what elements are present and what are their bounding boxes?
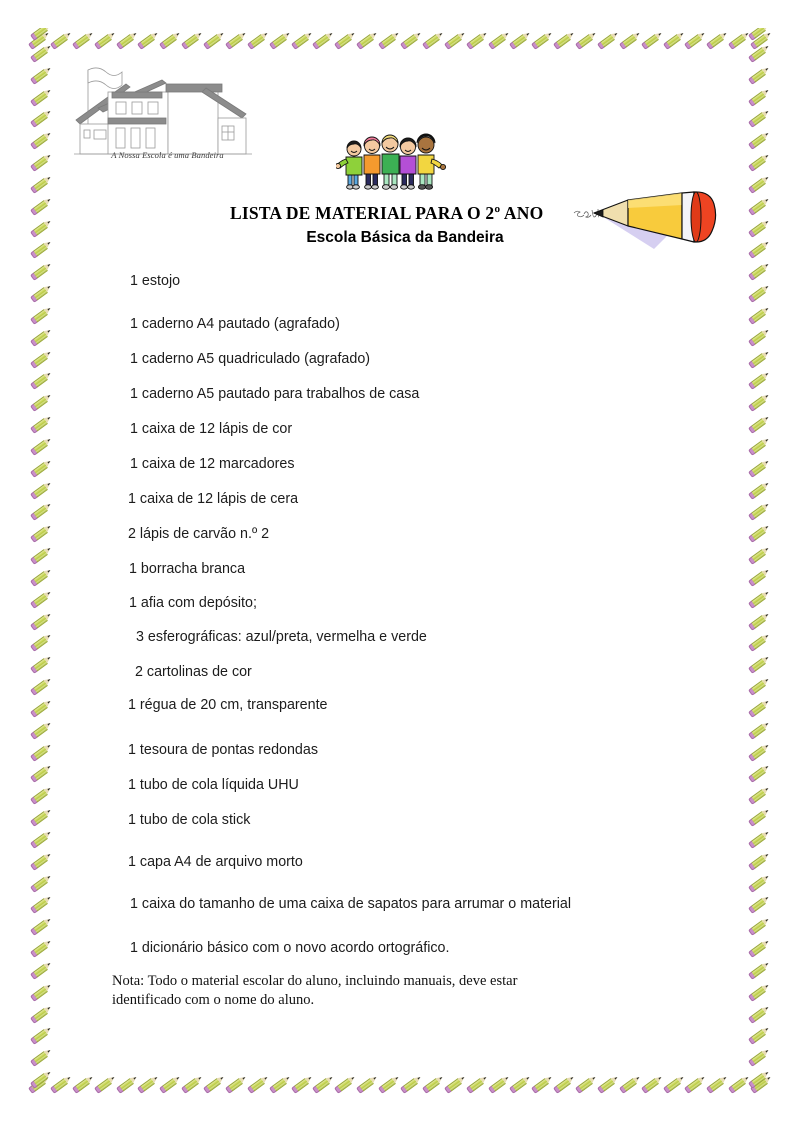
border-pencil-icon (30, 44, 52, 63)
decorative-border-right (746, 28, 772, 1098)
border-pencil-icon (225, 31, 247, 50)
border-pencil-icon (30, 153, 52, 172)
border-pencil-icon (30, 830, 52, 849)
border-pencil-icon (30, 896, 52, 915)
border-pencil-icon (30, 241, 52, 260)
border-pencil-icon (748, 1049, 770, 1068)
border-pencil-icon (30, 393, 52, 412)
border-pencil-icon (619, 1075, 641, 1094)
border-pencil-icon (748, 197, 770, 216)
material-list-item: 1 tubo de cola stick (128, 812, 251, 828)
border-pencil-icon (30, 437, 52, 456)
border-pencil-icon (334, 31, 356, 50)
border-pencil-icon (30, 721, 52, 740)
border-pencil-icon (748, 874, 770, 893)
border-pencil-icon (706, 31, 728, 50)
material-list-item: 2 cartolinas de cor (135, 664, 252, 680)
border-pencil-icon (531, 31, 553, 50)
material-list-item: 1 estojo (130, 273, 181, 289)
border-pencil-icon (30, 328, 52, 347)
border-pencil-icon (313, 31, 335, 50)
border-pencil-icon (30, 306, 52, 325)
border-pencil-icon (748, 786, 770, 805)
border-pencil-icon (30, 590, 52, 609)
border-pencil-icon (30, 1070, 52, 1089)
border-pencil-icon (728, 31, 750, 50)
border-pencil-icon (72, 31, 94, 50)
border-pencil-icon (748, 852, 770, 871)
material-list-item: 3 esferográficas: azul/preta, vermelha e verde (136, 629, 427, 645)
border-pencil-icon (30, 961, 52, 980)
closing-note (112, 972, 632, 1010)
border-pencil-icon (748, 983, 770, 1002)
border-pencil-icon (28, 1075, 50, 1094)
border-pencil-icon (748, 262, 770, 281)
decorative-border-top (28, 28, 772, 54)
material-list-item: 1 borracha branca (129, 561, 246, 577)
material-list-item: 1 afia com depósito; (129, 595, 257, 611)
border-pencil-icon (400, 31, 422, 50)
border-pencil-icon (619, 31, 641, 50)
border-pencil-icon (685, 31, 707, 50)
border-pencil-icon (748, 808, 770, 827)
border-pencil-icon (750, 1075, 772, 1094)
children-clipart-icon (336, 127, 448, 195)
border-pencil-icon (748, 830, 770, 849)
border-pencil-icon (30, 262, 52, 281)
border-pencil-icon (30, 350, 52, 369)
border-pencil-icon (553, 1075, 575, 1094)
border-pencil-icon (748, 896, 770, 915)
border-pencil-icon (247, 1075, 269, 1094)
border-pencil-icon (748, 743, 770, 762)
border-pencil-icon (575, 31, 597, 50)
border-pencil-icon (466, 1075, 488, 1094)
border-pencil-icon (641, 1075, 663, 1094)
border-pencil-icon (30, 1005, 52, 1024)
border-pencil-icon (356, 31, 378, 50)
border-pencil-icon (30, 983, 52, 1002)
border-pencil-icon (378, 1075, 400, 1094)
border-pencil-icon (247, 31, 269, 50)
material-list-item: 1 caixa de 12 marcadores (130, 456, 295, 472)
border-pencil-icon (748, 350, 770, 369)
border-pencil-icon (30, 66, 52, 85)
border-pencil-icon (291, 31, 313, 50)
border-pencil-icon (30, 786, 52, 805)
border-pencil-icon (750, 31, 772, 50)
border-pencil-icon (72, 1075, 94, 1094)
border-pencil-icon (378, 31, 400, 50)
border-pencil-icon (706, 1075, 728, 1094)
border-pencil-icon (356, 1075, 378, 1094)
material-list-item: 1 caderno A5 pautado para trabalhos de casa (130, 386, 420, 402)
border-pencil-icon (597, 31, 619, 50)
border-pencil-icon (748, 939, 770, 958)
border-pencil-icon (748, 612, 770, 631)
school-logo-caption: A Nossa Escola é uma Bandeira (111, 150, 224, 160)
border-pencil-icon (28, 31, 50, 50)
border-pencil-icon (269, 1075, 291, 1094)
material-list-item: 1 caixa de 12 lápis de cor (130, 421, 293, 437)
border-pencil-icon (685, 1075, 707, 1094)
border-pencil-icon (748, 306, 770, 325)
border-pencil-icon (444, 1075, 466, 1094)
border-pencil-icon (748, 634, 770, 653)
border-pencil-icon (50, 31, 72, 50)
material-list-item: 1 caixa do tamanho de uma caixa de sapatos para arrumar o material (130, 896, 572, 912)
border-pencil-icon (30, 939, 52, 958)
material-list-item: 1 régua de 20 cm, transparente (128, 697, 328, 713)
border-pencil-icon (748, 175, 770, 194)
border-pencil-icon (509, 31, 531, 50)
border-pencil-icon (748, 765, 770, 784)
border-pencil-icon (488, 1075, 510, 1094)
border-pencil-icon (466, 31, 488, 50)
border-pencil-icon (94, 31, 116, 50)
border-pencil-icon (728, 1075, 750, 1094)
border-pencil-icon (30, 743, 52, 762)
material-list-item: 1 caderno A4 pautado (agrafado) (130, 316, 340, 332)
border-pencil-icon (748, 66, 770, 85)
border-pencil-icon (30, 459, 52, 478)
border-pencil-icon (203, 1075, 225, 1094)
border-pencil-icon (30, 219, 52, 238)
material-list-item: 1 caixa de 12 lápis de cera (128, 491, 299, 507)
border-pencil-icon (553, 31, 575, 50)
pencil-illustration-icon (570, 191, 722, 253)
material-list-item: 1 capa A4 de arquivo morto (128, 854, 303, 870)
border-pencil-icon (30, 808, 52, 827)
border-pencil-icon (30, 415, 52, 434)
border-pencil-icon (641, 31, 663, 50)
border-pencil-icon (748, 372, 770, 391)
closing-note-line-1: Nota: Todo o material escolar do aluno, incluindo manuais, deve estar (112, 973, 518, 989)
border-pencil-icon (116, 31, 138, 50)
border-pencil-icon (291, 1075, 313, 1094)
border-pencil-icon (748, 437, 770, 456)
border-pencil-icon (30, 110, 52, 129)
border-pencil-icon (748, 284, 770, 303)
border-pencil-icon (30, 131, 52, 150)
border-pencil-icon (30, 88, 52, 107)
border-pencil-icon (422, 1075, 444, 1094)
border-pencil-icon (313, 1075, 335, 1094)
border-pencil-icon (748, 241, 770, 260)
border-pencil-icon (531, 1075, 553, 1094)
page-title: LISTA DE MATERIAL PARA O 2º ANO (230, 203, 544, 223)
border-pencil-icon (30, 634, 52, 653)
border-pencil-icon (748, 1027, 770, 1046)
border-pencil-icon (137, 31, 159, 50)
border-pencil-icon (30, 699, 52, 718)
border-pencil-icon (748, 415, 770, 434)
border-pencil-icon (30, 503, 52, 522)
material-list-item: 1 tubo de cola líquida UHU (128, 777, 299, 793)
material-list-item: 1 caderno A5 quadriculado (agrafado) (130, 351, 371, 367)
border-pencil-icon (748, 546, 770, 565)
border-pencil-icon (159, 1075, 181, 1094)
border-pencil-icon (30, 677, 52, 696)
border-pencil-icon (30, 524, 52, 543)
border-pencil-icon (50, 1075, 72, 1094)
border-pencil-icon (748, 28, 770, 41)
border-pencil-icon (748, 721, 770, 740)
border-pencil-icon (748, 481, 770, 500)
material-list-item: 1 dicionário básico com o novo acordo ortográfico. (130, 940, 450, 956)
border-pencil-icon (748, 590, 770, 609)
border-pencil-icon (30, 284, 52, 303)
border-pencil-icon (748, 524, 770, 543)
border-pencil-icon (444, 31, 466, 50)
border-pencil-icon (30, 481, 52, 500)
border-pencil-icon (30, 568, 52, 587)
border-pencil-icon (30, 175, 52, 194)
border-pencil-icon (30, 1027, 52, 1046)
border-pencil-icon (748, 44, 770, 63)
border-pencil-icon (334, 1075, 356, 1094)
border-pencil-icon (748, 219, 770, 238)
border-pencil-icon (30, 1049, 52, 1068)
border-pencil-icon (422, 31, 444, 50)
material-list-item: 2 lápis de carvão n.º 2 (128, 526, 270, 542)
border-pencil-icon (181, 31, 203, 50)
border-pencil-icon (748, 153, 770, 172)
border-pencil-icon (137, 1075, 159, 1094)
border-pencil-icon (748, 677, 770, 696)
material-list-item: 1 tesoura de pontas redondas (128, 742, 318, 758)
border-pencil-icon (203, 31, 225, 50)
border-pencil-icon (748, 1070, 770, 1089)
border-pencil-icon (181, 1075, 203, 1094)
border-pencil-icon (30, 655, 52, 674)
decorative-border-left (28, 28, 54, 1098)
border-pencil-icon (30, 874, 52, 893)
border-pencil-icon (748, 655, 770, 674)
border-pencil-icon (30, 372, 52, 391)
border-pencil-icon (488, 31, 510, 50)
border-pencil-icon (748, 961, 770, 980)
border-pencil-icon (748, 328, 770, 347)
border-pencil-icon (30, 917, 52, 936)
border-pencil-icon (748, 131, 770, 150)
border-pencil-icon (663, 1075, 685, 1094)
border-pencil-icon (597, 1075, 619, 1094)
border-pencil-icon (509, 1075, 531, 1094)
border-pencil-icon (400, 1075, 422, 1094)
border-pencil-icon (748, 699, 770, 718)
border-pencil-icon (225, 1075, 247, 1094)
border-pencil-icon (30, 852, 52, 871)
border-pencil-icon (748, 88, 770, 107)
border-pencil-icon (30, 612, 52, 631)
page-subtitle: Escola Básica da Bandeira (306, 229, 504, 246)
border-pencil-icon (748, 568, 770, 587)
closing-note-line-2: identificado com o nome do aluno. (112, 992, 315, 1009)
border-pencil-icon (748, 393, 770, 412)
border-pencil-icon (748, 1005, 770, 1024)
border-pencil-icon (748, 503, 770, 522)
border-pencil-icon (30, 197, 52, 216)
border-pencil-icon (30, 546, 52, 565)
border-pencil-icon (159, 31, 181, 50)
border-pencil-icon (748, 917, 770, 936)
border-pencil-icon (663, 31, 685, 50)
border-pencil-icon (748, 110, 770, 129)
border-pencil-icon (94, 1075, 116, 1094)
border-pencil-icon (30, 765, 52, 784)
decorative-border-bottom (28, 1072, 772, 1098)
border-pencil-icon (748, 459, 770, 478)
border-pencil-icon (30, 28, 52, 41)
border-pencil-icon (269, 31, 291, 50)
border-pencil-icon (575, 1075, 597, 1094)
border-pencil-icon (116, 1075, 138, 1094)
